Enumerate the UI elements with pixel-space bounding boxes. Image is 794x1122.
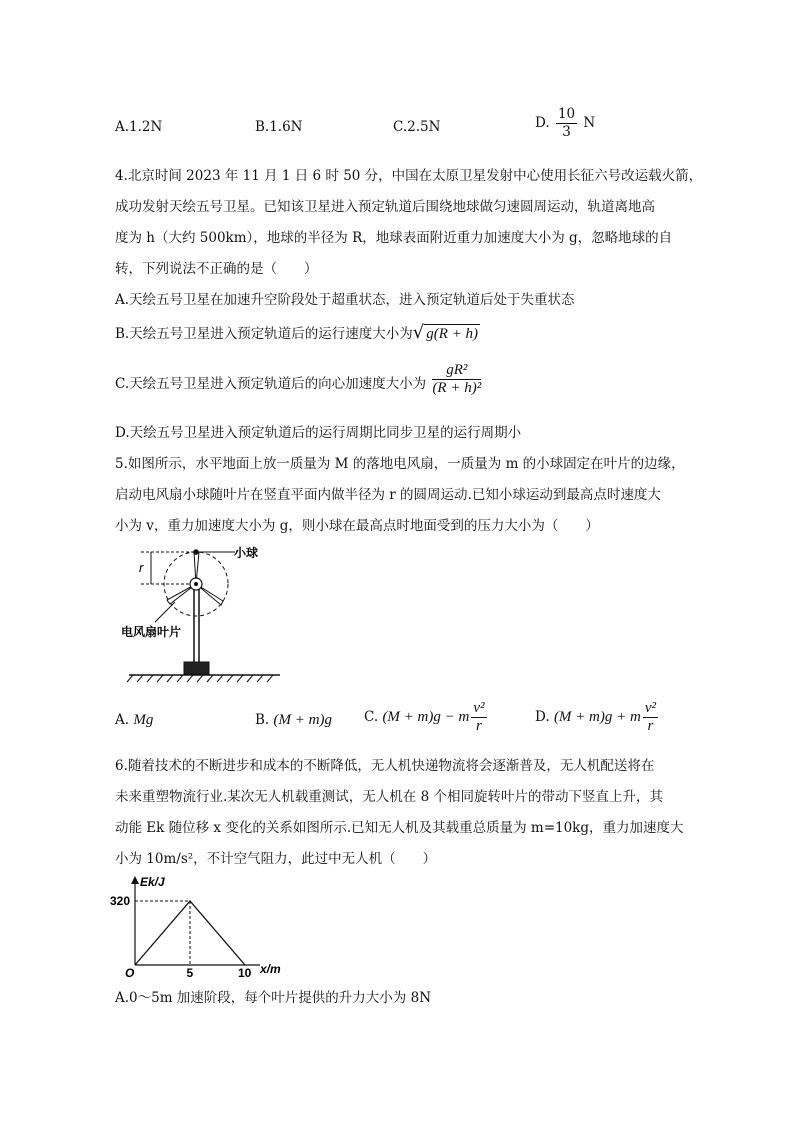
y-axis-label: Ek/J bbox=[140, 875, 165, 889]
q5-option-c-fraction bbox=[471, 700, 486, 735]
q5-option-c-prefix: C. bbox=[364, 709, 379, 725]
x-tick-label: O bbox=[125, 966, 135, 980]
x-tick-label: 5 bbox=[186, 966, 194, 980]
q4-option-c bbox=[115, 362, 483, 397]
q3-option-d-unit: N bbox=[583, 115, 596, 131]
q6-stem-line2: 未来重塑物流行业.某次无人机载重测试，无人机在 8 个相同旋转叶片的带动下竖直上升，其 bbox=[115, 789, 663, 805]
sqrt-icon: √ bbox=[412, 322, 425, 343]
fraction-numerator: v² bbox=[473, 700, 485, 716]
q4-option-c-text: C.天绘五号卫星进入预定轨道后的向心加速度大小为 bbox=[115, 376, 427, 392]
fan-figure bbox=[115, 540, 285, 690]
fraction-numerator: v² bbox=[644, 700, 656, 716]
fraction-denominator: r bbox=[476, 718, 482, 734]
q4-option-d: D.天绘五号卫星进入预定轨道后的运行周期比同步卫星的运行周期小 bbox=[115, 425, 522, 441]
q5-option-c bbox=[364, 700, 489, 735]
q5-stem-line2: 启动电风扇小球随叶片在竖直平面内做半径为 r 的圆周运动.已知小球运动到最高点时速度大 bbox=[115, 487, 661, 503]
q3-option-d-fraction bbox=[556, 106, 577, 141]
q5-stem-line3: 小为 v，重力加速度大小为 g，则小球在最高点时地面受到的压力大小为（ ） bbox=[115, 518, 599, 534]
fraction-numerator: 10 bbox=[557, 106, 576, 122]
q3-option-d-prefix: D. bbox=[535, 115, 550, 131]
y-axis-arrow-icon bbox=[131, 876, 139, 884]
q5-option-b-math: (M + m)g bbox=[273, 712, 332, 728]
q4-stem-line1: 4.北京时间 2023 年 11 月 1 日 6 时 50 分，中国在太原卫星发射中心使用长征六号改运载火箭， bbox=[115, 168, 703, 184]
q3-option-d bbox=[535, 106, 595, 141]
blade-label: 电风扇叶片 bbox=[121, 625, 182, 639]
y-tick-label: 320 bbox=[110, 894, 131, 908]
fraction-numerator: gR² bbox=[432, 362, 481, 380]
q3-option-b: B.1.6N bbox=[255, 119, 303, 135]
q4-stem-line2: 成功发射天绘五号卫星。已知该卫星进入预定轨道后围绕地球做匀速圆周运动，轨道离地高 bbox=[115, 199, 655, 215]
q5-option-b-prefix: B. bbox=[255, 712, 270, 728]
q4-option-b-math: g(R + h) bbox=[426, 326, 478, 342]
x-tick-label: 10 bbox=[238, 966, 252, 980]
fraction-denominator: (R + h)² bbox=[432, 380, 482, 396]
q3-option-a: A.1.2N bbox=[115, 119, 163, 135]
q4-option-c-fraction bbox=[432, 362, 481, 397]
q5-option-a-prefix: A. bbox=[115, 712, 130, 728]
ek-x-chart bbox=[108, 872, 298, 980]
q4-option-b bbox=[115, 323, 480, 344]
fraction-denominator: r bbox=[647, 718, 654, 734]
ball bbox=[193, 549, 199, 555]
q4-option-b-text: B.天绘五号卫星进入预定轨道后的运行速度大小为 bbox=[115, 326, 413, 342]
q4-option-a: A.天绘五号卫星在加速升空阶段处于超重状态，进入预定轨道后处于失重状态 bbox=[115, 292, 575, 308]
q5-option-c-math: (M + m)g − m bbox=[382, 709, 470, 725]
q5-option-d-fraction bbox=[643, 700, 658, 735]
fan-hub-center bbox=[194, 582, 198, 586]
ground-hatching bbox=[127, 675, 273, 682]
fan-base bbox=[184, 662, 209, 674]
q4-stem-line4: 转，下列说法不正确的是（ ） bbox=[115, 261, 318, 277]
q6-stem-line3: 动能 Ek 随位移 x 变化的关系如图所示.已知无人机及其载重总质量为 m=10kg，重力加速度大 bbox=[115, 820, 684, 836]
ball-label: 小球 bbox=[234, 546, 259, 560]
q5-option-b bbox=[255, 710, 332, 730]
q5-option-d-prefix: D. bbox=[535, 709, 550, 725]
fraction-denominator: 3 bbox=[562, 124, 571, 140]
q4-stem-line3: 度为 h（大约 500km），地球的半径为 R，地球表面附近重力加速度大小为 g，忽略地球的自 bbox=[115, 230, 673, 246]
q5-option-d-math: (M + m)g + m bbox=[553, 709, 641, 725]
radius-label: r bbox=[139, 560, 144, 575]
q5-option-a-math: Mg bbox=[133, 712, 154, 728]
q6-option-a: A.0～5m 加速阶段，每个叶片提供的升力大小为 8N bbox=[115, 990, 432, 1006]
q5-option-a bbox=[115, 710, 153, 730]
q5-stem-line1: 5.如图所示，水平地面上放一质量为 M 的落地电风扇，一质量为 m 的小球固定在叶片的边缘， bbox=[115, 456, 685, 472]
q6-stem-line4: 小为 10m/s²，不计空气阻力，此过中无人机（ ） bbox=[115, 851, 437, 867]
q6-stem-line1: 6.随着技术的不断进步和成本的不断降低，无人机快递物流将会逐渐普及，无人机配送将在 bbox=[115, 758, 655, 774]
blade-leader-line bbox=[155, 602, 175, 622]
q3-option-c: C.2.5N bbox=[393, 119, 441, 135]
x-axis-label: x/m bbox=[260, 962, 281, 976]
q5-option-d bbox=[535, 700, 660, 735]
